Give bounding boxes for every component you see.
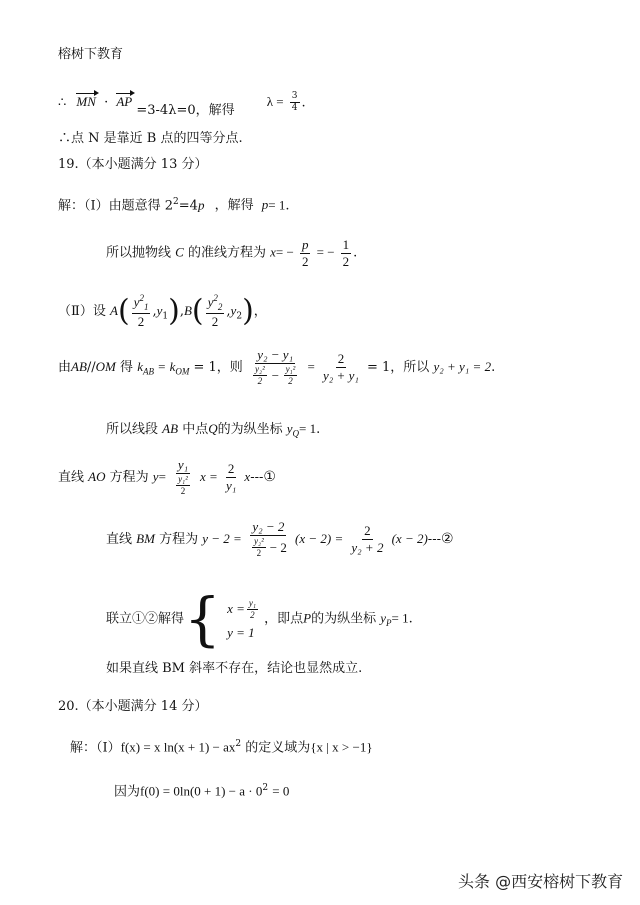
vector-equation-line: ∴ MN · AP =3-4λ=0，解得 λ = $\frac{3}{4}$ . xyxy=(58,91,306,119)
header: 榕树下教育 xyxy=(58,47,124,62)
question-20-title: 20.（本小题满分 14 分） xyxy=(58,699,208,714)
solution-part-1: 解：（Ⅰ）由题意得 $2^2=4p$ ，解得 p= 1. xyxy=(58,197,290,214)
solution-20-part-1: 解：（Ⅰ）f(x) = x $\ln(x + 1) - ax^2$ 的定义域为{x | x > −1} xyxy=(70,739,373,756)
system-solution: 联立①②解得{ x = $\frac{\text{y₁}}{2}$ y = 1 ，即点P的为纵坐标 $y_P= 1$. xyxy=(106,585,413,653)
line-ao-equation: 直线 AO 方程为 y= $\frac{\text{y₁}}{\frac{\text{y₁²}}{2}}$ x = $\frac{2}{\text{y₁}}$ x---① xyxy=(58,457,276,497)
slope-equation: 由AB//OM 得 $k_{AB} = k_{OM} = 1$，则 y₂ − y₁ $\frac{\text{y₂²}}{2}$ − $\frac{\text{y₁²}}{2}$ = $\frac{2}{\text{y₂ + y₁}}$ = 1，所以 y₂ + y₁ = 2. xyxy=(58,347,496,387)
vector-mn: MN xyxy=(76,94,96,110)
vector-ap: AP xyxy=(116,94,133,110)
special-case-note: 如果直线 BM 斜率不存在，结论也显然成立. xyxy=(106,661,363,676)
watermark: 头条 @西安榕树下教育 xyxy=(458,872,624,891)
line-bm-equation: 直线 BM 方程为 y − 2 = y₂ − 2 $\frac{\text{y₂²}}{2}$ − 2 (x − 2) = $\frac{2}{\text{y₂ + 2}}$ (x − 2)---② xyxy=(106,519,454,559)
f-zero-line: 因为$f(0) = 0\ln(0 + 1) - a \cdot 0^2 = 0$ xyxy=(114,783,290,800)
midpoint-line: 所以线段 AB 中点Q的为纵坐标 $y_Q= 1$. xyxy=(106,421,321,439)
points-ab-definition: （Ⅱ）设 A( $\frac{y^2_1}{2}$ $,y_1),B$( $\frac{y^2_2}{2}$ $,y_2$)， xyxy=(58,293,267,330)
directrix-line: 所以抛物线 C 的准线方程为 x= − $\frac{p}{2}$ = − $\frac{1}{2}$ . xyxy=(106,237,358,269)
question-19-title: 19.（本小题满分 13 分） xyxy=(58,157,208,172)
conclusion-line: ∴点 N 是靠近 B 点的四等分点. xyxy=(58,131,243,146)
lambda-fraction: $\frac{3}{4}$ xyxy=(291,91,298,114)
